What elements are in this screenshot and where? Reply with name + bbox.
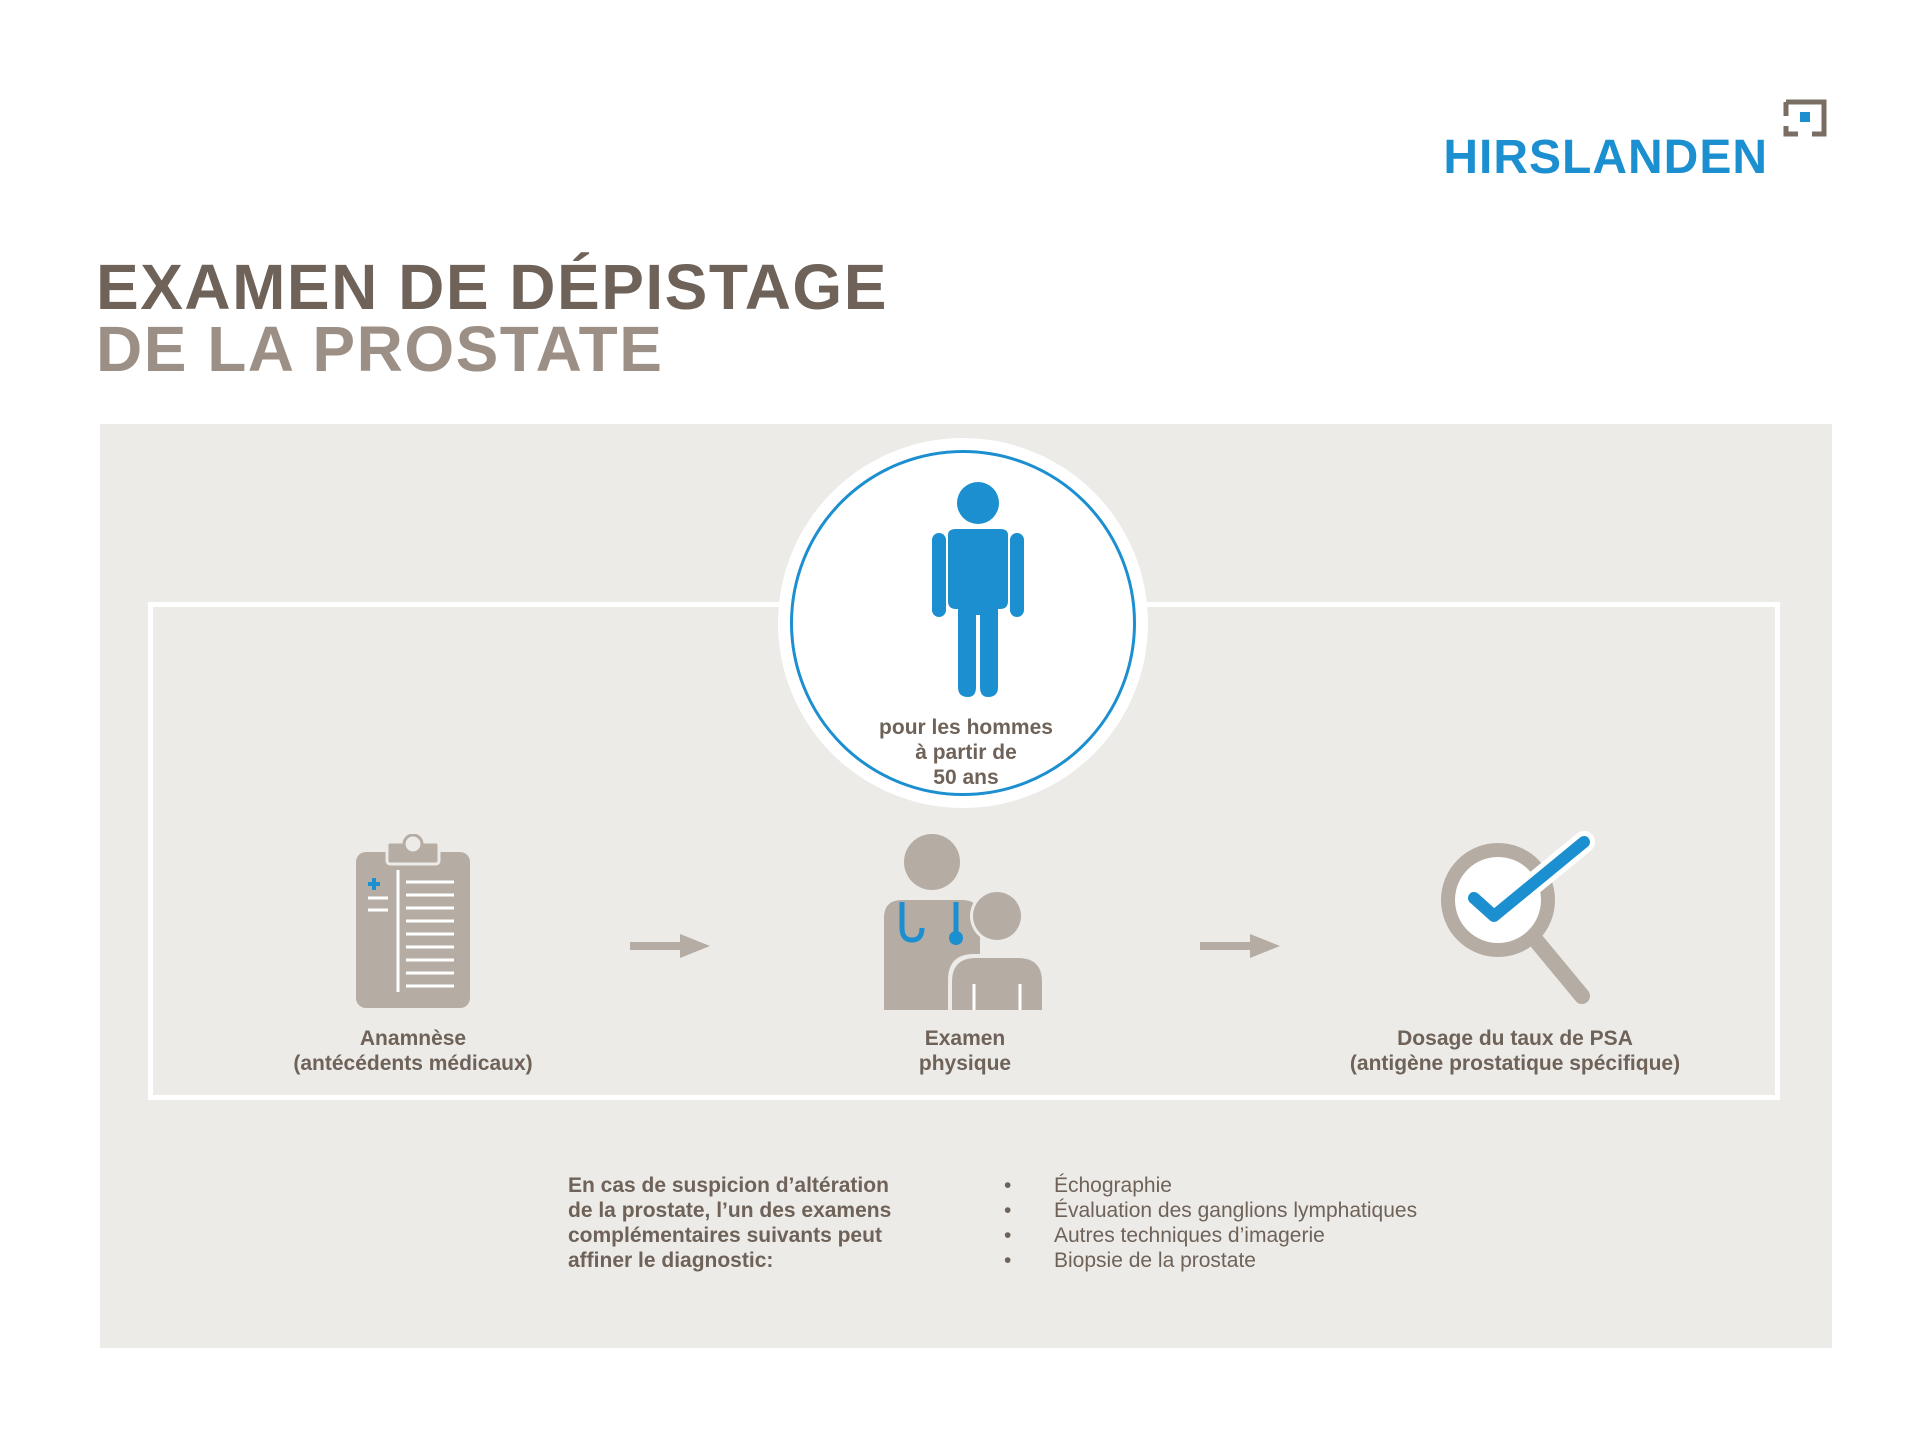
step-anamnese-label bbox=[238, 1026, 588, 1076]
arrow-right-icon bbox=[630, 932, 714, 960]
step-label-line: Examen bbox=[924, 1027, 1006, 1050]
audience-line: à partir de bbox=[915, 741, 1017, 764]
list-item-text: Échographie bbox=[1054, 1174, 1172, 1197]
list-item bbox=[1004, 1173, 1417, 1198]
list-item bbox=[1004, 1223, 1417, 1248]
title-line-2: DE LA PROSTATE bbox=[96, 313, 664, 385]
bullet-icon: • bbox=[1004, 1174, 1012, 1197]
step-label-line: (antécédents médicaux) bbox=[293, 1052, 533, 1075]
audience-circle bbox=[778, 438, 1148, 808]
page-title bbox=[96, 251, 888, 385]
person-icon bbox=[930, 481, 1026, 699]
clipboard-icon bbox=[354, 834, 472, 1010]
list-item bbox=[1004, 1248, 1417, 1273]
step-label-line: physique bbox=[918, 1052, 1012, 1075]
audience-line: 50 ans bbox=[933, 766, 999, 789]
step-label-line: (antigène prostatique spécifique) bbox=[1349, 1052, 1681, 1075]
audience-text bbox=[793, 715, 1139, 790]
brand-mark-icon bbox=[1780, 98, 1830, 144]
followup-intro bbox=[568, 1173, 948, 1273]
magnifier-check-icon bbox=[1436, 828, 1596, 1012]
step-label-line: Anamnèse bbox=[359, 1027, 467, 1050]
list-item bbox=[1004, 1198, 1417, 1223]
audience-line: pour les hommes bbox=[879, 716, 1053, 739]
bullet-icon: • bbox=[1004, 1199, 1012, 1222]
followup-intro-line: En cas de suspicion d’altération bbox=[568, 1174, 889, 1197]
step-label-line: Dosage du taux de PSA bbox=[1397, 1027, 1633, 1050]
list-item-text: Évaluation des ganglions lymphatiques bbox=[1054, 1199, 1418, 1222]
followup-list bbox=[1004, 1173, 1417, 1273]
followup-intro-line: complémentaires suivants peut bbox=[568, 1224, 882, 1247]
brand-name: HIRSLANDEN bbox=[1443, 131, 1768, 184]
bullet-icon: • bbox=[1004, 1249, 1012, 1272]
title-line-1: EXAMEN DE DÉPISTAGE bbox=[96, 251, 888, 323]
followup-intro-line: affiner le diagnostic: bbox=[568, 1249, 774, 1272]
list-item-text: Autres techniques d’imagerie bbox=[1054, 1224, 1325, 1247]
doctor-patient-icon bbox=[880, 834, 1050, 1010]
audience-circle-ring bbox=[790, 450, 1136, 796]
list-item-text: Biopsie de la prostate bbox=[1054, 1249, 1256, 1272]
brand-logo bbox=[1410, 98, 1830, 188]
bullet-icon: • bbox=[1004, 1224, 1012, 1247]
followup-intro-line: de la prostate, l’un des examens bbox=[568, 1199, 892, 1222]
step-examen-label bbox=[840, 1026, 1090, 1076]
step-psa-label bbox=[1300, 1026, 1730, 1076]
arrow-right-icon bbox=[1200, 932, 1284, 960]
